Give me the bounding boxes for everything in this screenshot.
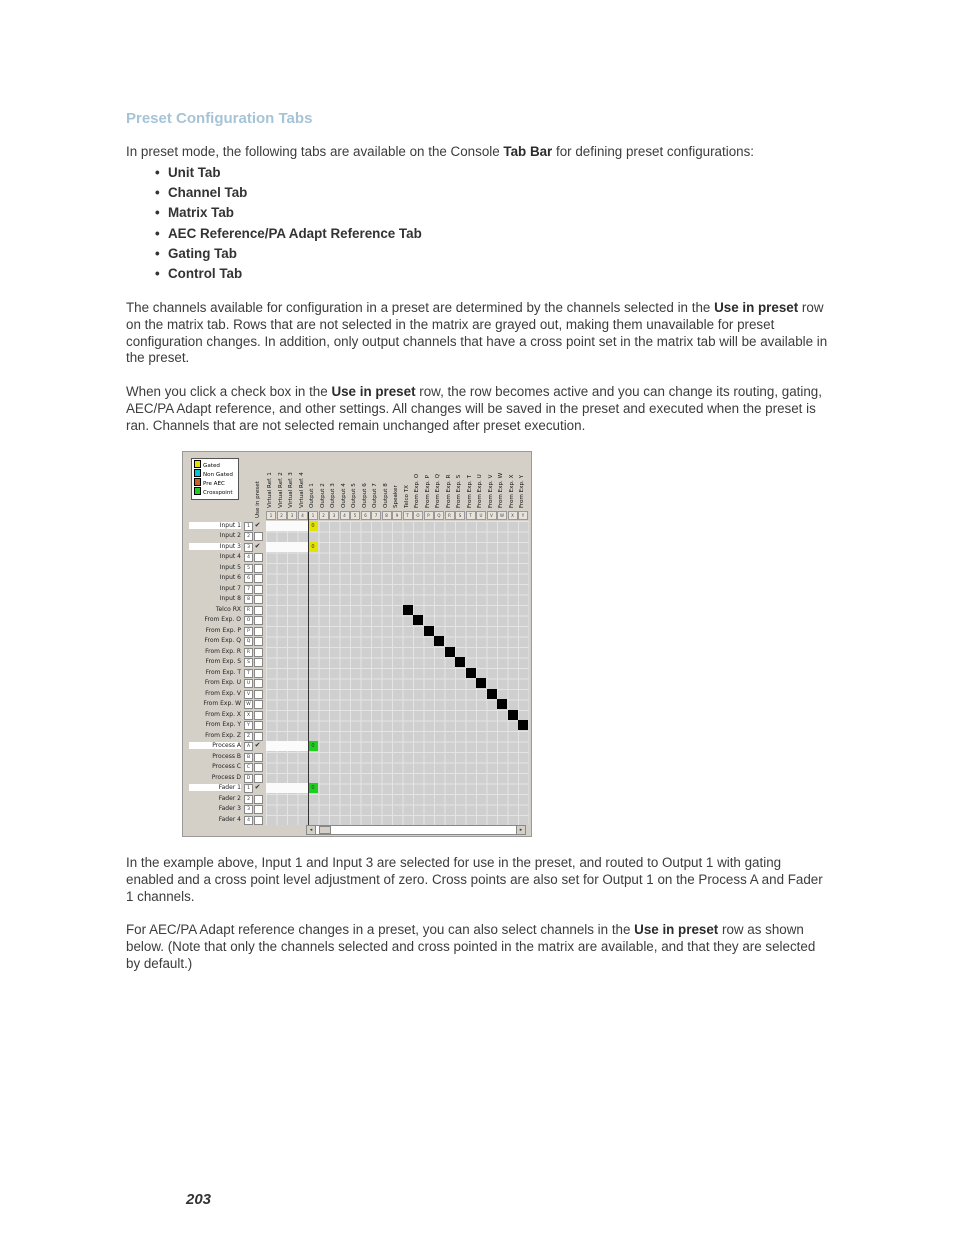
tab-list — [155, 164, 422, 285]
column-header: Output 5 — [351, 483, 357, 508]
paragraph-text: row on the matrix tab. Rows that are not selected in the matrix are grayed out, making them unavailable for preset configuration changes. In addition, only output channels that have a cross point set in the matrix tab will be available in the preset. — [126, 300, 828, 366]
row-label: From Exp. U — [204, 679, 241, 686]
row-label: From Exp. Z — [205, 731, 241, 739]
crosspoint-cell[interactable] — [497, 699, 507, 709]
row-code-box: V — [244, 690, 253, 699]
intro-paragraph — [126, 144, 832, 161]
column-code-box: T — [466, 511, 476, 520]
column-code-box: 6 — [361, 511, 371, 520]
column-header: Output 4 — [340, 483, 347, 508]
crosspoint-cell[interactable]: 0 — [308, 783, 318, 793]
row-label: Fader 4 — [218, 815, 241, 823]
row-label: From Exp. O — [204, 616, 241, 623]
row-code-box: R — [244, 606, 253, 615]
use-in-preset-checkbox[interactable] — [254, 679, 263, 688]
column-code-box: U — [476, 511, 486, 520]
row-code-box: A — [244, 742, 253, 751]
use-in-preset-checkbox[interactable] — [254, 711, 263, 720]
selected-row-highlight — [266, 741, 308, 751]
column-header: From Exp. T — [466, 474, 473, 508]
bold-term: Use in preset — [634, 922, 719, 937]
crosspoint-cell[interactable]: 0 — [308, 521, 318, 531]
list-item-label: Control Tab — [168, 265, 243, 281]
use-in-preset-checkbox[interactable] — [254, 753, 263, 762]
row-code-box: D — [244, 774, 253, 783]
column-code-box: 1 — [266, 511, 276, 520]
use-in-preset-checkbox[interactable] — [254, 606, 263, 615]
use-in-preset-checkbox[interactable] — [254, 700, 263, 709]
legend-swatch — [194, 487, 201, 495]
legend-item — [194, 487, 233, 496]
matrix-screenshot — [182, 451, 532, 837]
use-in-preset-checkbox[interactable] — [254, 690, 263, 699]
row-code-box: 3 — [244, 805, 253, 814]
legend-item — [194, 469, 233, 478]
column-header: Output 7 — [372, 483, 378, 508]
column-code-box: X — [508, 511, 518, 520]
row-label: Input 5 — [219, 563, 241, 571]
paragraph-text: When you click a check box in the — [126, 384, 332, 399]
row-label: Input 3 — [189, 543, 241, 550]
column-header: Virtual Ref. 4 — [298, 472, 305, 508]
legend-item — [194, 478, 225, 487]
intro-bold-term: Tab Bar — [503, 144, 553, 159]
use-in-preset-header: Use in preset — [255, 481, 261, 518]
column-code-box: 4 — [298, 511, 308, 520]
row-label: From Exp. X — [205, 710, 241, 718]
legend-swatch — [194, 460, 201, 468]
list-item-label: Gating Tab — [168, 245, 237, 261]
column-header: Output 2 — [319, 483, 326, 508]
column-code-box: 2 — [277, 511, 287, 520]
use-in-preset-checkbox[interactable] — [254, 574, 263, 583]
column-header: From Exp. S — [456, 474, 462, 508]
crosspoint-cell[interactable] — [434, 636, 444, 646]
use-in-preset-checkbox[interactable]: ✔ — [254, 783, 261, 791]
scroll-thumb[interactable] — [319, 826, 331, 834]
row-label: From Exp. S — [205, 658, 241, 665]
row-label: Input 8 — [219, 595, 241, 602]
column-header: Output 1 — [309, 483, 315, 508]
column-header: From Exp. X — [508, 474, 515, 508]
row-label: Input 4 — [219, 553, 241, 560]
row-code-box: 1 — [244, 784, 253, 793]
row-label: From Exp. R — [205, 647, 241, 655]
row-code-box: 8 — [244, 595, 253, 604]
row-code-box: 2 — [244, 795, 253, 804]
row-label: Process D — [211, 773, 241, 781]
list-item: • Unit Tab — [155, 165, 221, 180]
use-in-preset-checkbox[interactable] — [254, 616, 263, 625]
use-in-preset-checkbox[interactable]: ✔ — [254, 541, 261, 550]
row-label: Process B — [212, 752, 241, 760]
column-header: From Exp. Y — [519, 474, 525, 508]
column-header: From Exp. V — [487, 474, 494, 508]
column-code-box: 4 — [340, 511, 350, 520]
legend-label: Crosspoint — [203, 490, 233, 496]
list-item: • AEC Reference/PA Adapt Reference Tab — [155, 225, 422, 241]
column-header: From Exp. O — [414, 474, 420, 508]
use-in-preset-checkbox[interactable] — [254, 553, 263, 562]
use-in-preset-checkbox[interactable] — [254, 805, 263, 814]
row-code-box: 4 — [244, 553, 253, 562]
column-code-box: 8 — [382, 511, 392, 520]
row-code-box: B — [244, 753, 253, 762]
crosspoint-cell[interactable] — [455, 657, 465, 667]
row-code-box: O — [244, 616, 253, 625]
selected-row-highlight — [266, 542, 308, 552]
scroll-left-button[interactable]: ◂ — [307, 826, 316, 834]
intro-text-before: In preset mode, the following tabs are available on the Console — [126, 144, 504, 159]
row-code-box: 7 — [244, 585, 253, 594]
row-label: From Exp. Q — [204, 637, 241, 644]
column-code-box: 2 — [319, 511, 329, 520]
column-header: Speaker — [393, 485, 399, 508]
row-code-box: R — [244, 648, 253, 657]
row-code-box: S — [244, 658, 253, 667]
use-in-preset-checkbox[interactable] — [254, 816, 263, 825]
use-in-preset-checkbox[interactable] — [254, 648, 263, 657]
crosspoint-cell[interactable]: 0 — [308, 741, 318, 751]
column-code-box: Q — [434, 511, 444, 520]
row-code-box: P — [244, 627, 253, 636]
crosspoint-cell[interactable] — [466, 668, 476, 678]
crosspoint-cell[interactable] — [413, 615, 423, 625]
row-code-box: Y — [244, 721, 253, 730]
matrix-grid — [266, 521, 529, 826]
row-code-box: Z — [244, 732, 253, 741]
matrix-legend — [191, 458, 239, 500]
column-header: Output 3 — [330, 483, 336, 508]
crosspoint-cell[interactable] — [445, 647, 455, 657]
row-code-box: C — [244, 763, 253, 772]
use-in-preset-checkbox[interactable] — [254, 774, 263, 783]
row-code-box: 4 — [244, 816, 253, 825]
column-code-box: O — [413, 511, 423, 520]
row-code-box: 6 — [244, 574, 253, 583]
row-code-box: 5 — [244, 564, 253, 573]
row-code-box: Q — [244, 637, 253, 646]
use-in-preset-checkbox[interactable] — [254, 732, 263, 741]
use-in-preset-checkbox[interactable] — [254, 585, 263, 594]
use-in-preset-checkbox[interactable] — [254, 564, 263, 573]
paragraph-text: row, the row becomes active and you can change its routing, gating, AEC/PA Adapt reference, and other settings. All changes will be saved in the preset and executed when the preset is ran. Channels that are not selected remain unchanged after preset execution. — [126, 384, 822, 433]
matrix-divider — [308, 512, 309, 830]
use-in-preset-checkbox[interactable] — [254, 637, 263, 646]
legend-label: Non Gated — [203, 472, 233, 478]
selected-row-highlight — [266, 783, 308, 793]
list-item-label: Matrix Tab — [168, 205, 234, 221]
use-in-preset-checkbox[interactable]: ✔ — [254, 741, 261, 749]
paragraph-checkbox — [126, 384, 832, 434]
column-code-box: T — [403, 511, 413, 520]
column-code-box: P — [424, 511, 434, 520]
row-label: Input 1 — [189, 522, 241, 529]
column-code-box: R — [445, 511, 455, 520]
list-item: • Gating Tab — [155, 245, 237, 261]
row-label: From Exp. T — [205, 668, 241, 676]
paragraph-aec — [126, 922, 832, 972]
row-label: Fader 2 — [218, 794, 241, 802]
row-label: Fader 3 — [218, 805, 241, 812]
column-header: From Exp. Q — [435, 474, 441, 508]
column-header: From Exp. U — [477, 474, 483, 508]
paragraph-text: row as shown below. (Note that only the channels selected and cross pointed in the matrix are available, and that they are selected by default.) — [126, 922, 816, 971]
column-code-box: V — [487, 511, 497, 520]
column-header: From Exp. P — [424, 475, 431, 508]
paragraph-channels — [126, 300, 832, 367]
row-label: From Exp. V — [205, 689, 241, 697]
row-label: Process C — [212, 763, 241, 770]
legend-item — [194, 460, 220, 469]
row-code-box: 1 — [244, 522, 253, 531]
legend-label: Gated — [203, 463, 220, 469]
column-header: Virtual Ref. 1 — [267, 472, 273, 508]
row-label: Process A — [189, 742, 241, 749]
row-label: Telco RX — [215, 605, 241, 613]
page-number: 203 — [186, 1191, 212, 1208]
legend-swatch — [194, 469, 201, 477]
list-item-label: Channel Tab — [168, 185, 248, 201]
column-code-box: 9 — [392, 511, 402, 520]
column-code-box: 3 — [287, 511, 297, 520]
column-code-box: 7 — [371, 511, 381, 520]
column-code-box: 3 — [329, 511, 339, 520]
column-header: Telco TX — [403, 485, 410, 508]
row-label: From Exp. W — [203, 700, 241, 707]
use-in-preset-checkbox[interactable] — [254, 763, 263, 772]
column-code-box: W — [497, 511, 507, 520]
row-label: From Exp. Y — [205, 721, 241, 728]
column-header: From Exp. W — [498, 472, 504, 508]
use-in-preset-checkbox[interactable]: ✔ — [254, 520, 261, 529]
column-code-box: S — [455, 511, 465, 520]
legend-swatch — [194, 478, 201, 486]
row-code-box: 3 — [244, 543, 253, 552]
bold-term: Use in preset — [331, 384, 416, 399]
crosspoint-cell[interactable] — [403, 605, 413, 615]
crosspoint-cell[interactable]: 0 — [308, 542, 318, 552]
row-label: Input 6 — [219, 574, 241, 581]
intro-text-after: for defining preset configurations: — [552, 144, 755, 159]
section-heading: Preset Configuration Tabs — [126, 110, 313, 127]
use-in-preset-checkbox[interactable] — [254, 627, 263, 636]
column-code-box: Y — [518, 511, 528, 520]
use-in-preset-checkbox[interactable] — [254, 795, 263, 804]
list-item: • Channel Tab — [155, 185, 248, 201]
bold-term: Use in preset — [714, 300, 799, 315]
paragraph-text: For AEC/PA Adapt reference changes in a preset, you can also select channels in the — [126, 922, 635, 937]
row-code-box: 2 — [244, 532, 253, 541]
column-code-box: 5 — [350, 511, 360, 520]
horizontal-scrollbar[interactable] — [306, 825, 526, 835]
crosspoint-cell[interactable] — [476, 678, 486, 688]
paragraph-example: In the example above, Input 1 and Input 3 are selected for use in the preset, and routed to Output 1 with gating enabled and a cross point level adjustment of zero. Cross points are also set for Output 1 on the Process A and Fader 1 channels. — [126, 855, 823, 904]
crosspoint-cell[interactable] — [424, 626, 434, 636]
row-code-box: W — [244, 700, 253, 709]
use-in-preset-checkbox[interactable] — [254, 669, 263, 678]
crosspoint-cell[interactable] — [487, 689, 497, 699]
column-header: From Exp. R — [445, 474, 452, 508]
column-code-box: 1 — [308, 511, 318, 520]
column-header: Output 6 — [361, 483, 368, 508]
list-item-label: AEC Reference/PA Adapt Reference Tab — [168, 225, 422, 241]
row-label: Input 2 — [219, 532, 241, 539]
scroll-right-button[interactable]: ▸ — [516, 826, 525, 834]
crosspoint-cell[interactable] — [508, 710, 518, 720]
legend-label: Pre AEC — [203, 481, 225, 487]
row-label: From Exp. P — [205, 626, 241, 634]
list-item: • Control Tab — [155, 265, 243, 281]
row-label: Fader 1 — [189, 784, 241, 791]
row-code-box: U — [244, 679, 253, 688]
column-header: Virtual Ref. 3 — [288, 472, 294, 508]
use-in-preset-checkbox[interactable] — [254, 532, 263, 541]
list-item: • Matrix Tab — [155, 205, 234, 221]
use-in-preset-checkbox[interactable] — [254, 721, 263, 730]
row-code-box: T — [244, 669, 253, 678]
selected-row-highlight — [266, 521, 308, 531]
use-in-preset-checkbox[interactable] — [254, 658, 263, 667]
row-label: Input 7 — [219, 584, 241, 592]
column-header: Output 8 — [382, 483, 389, 508]
crosspoint-cell[interactable] — [518, 720, 528, 730]
paragraph-text: The channels available for configuration in a preset are determined by the channels selected in the — [126, 300, 715, 315]
use-in-preset-checkbox[interactable] — [254, 595, 263, 604]
row-code-box: X — [244, 711, 253, 720]
list-item-label: Unit Tab — [168, 165, 221, 180]
column-header: Virtual Ref. 2 — [277, 472, 284, 508]
